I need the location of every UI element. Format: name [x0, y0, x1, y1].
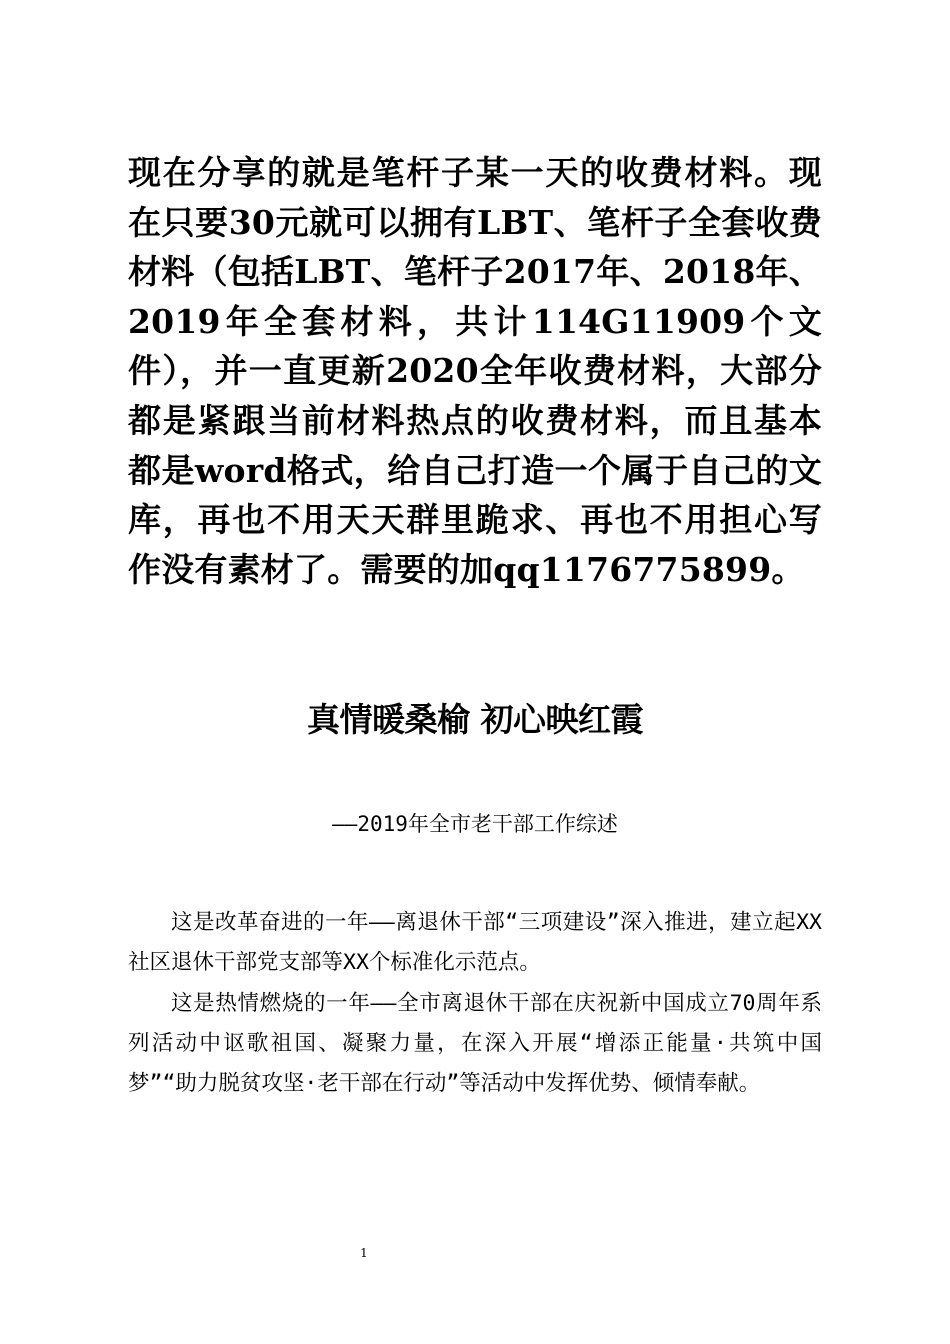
body-paragraph: 这是热情燃烧的一年——全市离退休干部在庆祝新中国成立70周年系列活动中讴歌祖国、凝聚力量，在深入开展“增添正能量·共筑中国梦”“助力脱贫攻坚·老干部在行动”等活动中发挥优势、倾情奉献。: [128, 990, 822, 1097]
body-paragraph: 这是改革奋进的一年——离退休干部“三项建设”深入推进，建立起XX社区退休干部党支部等XX个标准化示范点。: [128, 910, 822, 976]
article-body: [128, 903, 822, 1104]
article-title: 真情暖桑榆 初心映红霞: [307, 700, 643, 739]
promo-paragraph: 现在分享的就是笔杆子某一天的收费材料。现在只要30元就可以拥有LBT、笔杆子全套收费材料（包括LBT、笔杆子2017年、2018年、2019年全套材料，共计114G11909个文件），并一直更新2020全年收费材料，大部分都是紧跟当前材料热点的收费材料，而且基本都是word格式，给自己打造一个属于自己的文库，再也不用天天群里跪求、再也不用担心写作没有素材了。需要的加qq1176775899。: [128, 153, 822, 589]
page-number: 1: [360, 1246, 368, 1260]
article-subtitle: ——2019年全市老干部工作综述: [332, 812, 618, 836]
